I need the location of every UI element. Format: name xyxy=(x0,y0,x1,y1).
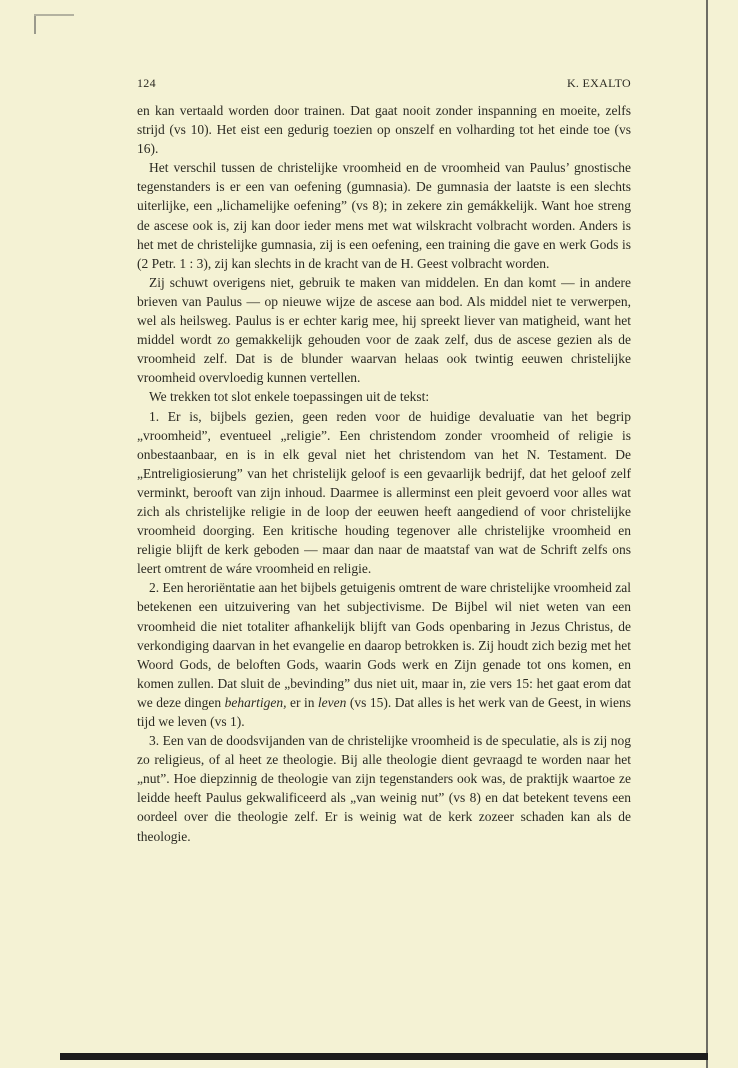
list-item-2-text: 2. Een heroriëntatie aan het bijbels getuigenis omtrent de ware christelijke vroomheid zal betekenen een uitzuivering van het subjectivisme. De Bijbel wil niet weten van een vroomheid die niet totaliter afhankelijk blijft van Gods openbaring in Jezus Christus, de verkondiging daarvan in het evangelie en daarop betrokken is. Zij houdt zich bezig met het Woord Gods, de beloften Gods, waarin Gods werk en Zijn genade tot ons komen, en komen zullen. Dat sluit de „bevinding” dus niet uit, maar in, zie vers 15: het gaat erom dat we deze dingen xyxy=(137,580,631,710)
list-item-3: 3. Een van de doodsvijanden van de christelijke vroomheid is de speculatie, als is zij nog zo religieus, of al heet ze theologie. Bij alle theologie dient gevraagd te worden naar het „nut”. Hoe diepzinnig de theologie van zijn tegenstanders ook was, de praktijk waartoe ze leidde heeft Paulus gekwalificeerd als „van weinig nut” (vs 8) en dat betekent tevens een oordeel over die theologie zelf. Er is weinig wat de kerk zozeer schaden kan als de theologie. xyxy=(137,733,631,844)
document-page xyxy=(137,76,631,846)
list-item-2-end: (vs 15). Dat alles is het werk van de Geest, in wiens tijd we leven (vs 1). xyxy=(137,694,631,729)
scan-bottom-bar xyxy=(60,1053,708,1060)
paragraph: Zij schuwt overigens niet, gebruik te maken van middelen. En dan komt — in andere brieven van Paulus — op nieuwe wijze de ascese aan bod. Als middel niet te verwerpen, wel als heilsweg. Paulus is er echter karig mee, hij spreekt liever van matigheid, want het middel wordt zo gemakkelijk gehouden voor de zaak zelf, dus de ascese gezien als de vroomheid zelf. Dat is de blunder waarvan helaas ook twintig eeuwen christelijke vroomheid overvloedig kunnen vertellen. xyxy=(137,274,631,386)
italic-leven: leven xyxy=(317,694,347,710)
scan-edge-right xyxy=(706,0,708,1068)
list-item-2 xyxy=(137,578,631,731)
running-header xyxy=(137,76,631,91)
running-title: K. EXALTO xyxy=(566,76,631,90)
list-item-1: 1. Er is, bijbels gezien, geen reden voor de huidige devaluatie van het begrip „vroomheid”, eventueel „religie”. Een christendom zonder vroomheid of religie is onbestaanbaar, en is in elk geval niet het christendom van het N. Testament. De „Entreligiosierung” van het christelijk geloof is een gevaarlijk bedrijf, dat het geloof zelf verminkt, berooft van zijn inhoud. Daarmee is allerminst een pleit gevoerd voor alles wat zich als christelijke religie in de loop der eeuwen heeft aangediend of voor christelijke vroomheid doorging. Een kritische houding tegenover alle christelijke vroomheid en religie blijft de kerk geboden — maar dan naar de maatstaf van wat de Schrift zelfs ons leert omtrent de wáre vroomheid en religie. xyxy=(137,408,631,577)
paragraph-continuation: en kan vertaald worden door trainen. Dat gaat nooit zonder inspanning en moeite, zelfs strijd (vs 10). Het eist een gedurig toezien op onszelf en volharding tot het einde toe (vs 16). xyxy=(137,103,631,157)
page-number: 124 xyxy=(137,76,156,90)
scan-edge-left xyxy=(34,14,36,34)
paragraph: Het verschil tussen de christelijke vroomheid en de vroomheid van Paulus’ gnostische tegenstanders is er een van oefening (gumnasia). De gumnasia der laatste is een slechts uiterlijke, een „lichamelijke oefening” (vs 8); in zekere zin gemákkelijk. Want hoe streng de ascese ook is, zij kan door ieder mens met wat wilskracht volbracht worden. Anders is het met de christelijke gumnasia, zij is een oefening, een training die gave en werk Gods is (2 Petr. 1 : 3), zij kan slechts in de kracht van de H. Geest volbracht worden. xyxy=(137,160,631,271)
paragraph: We trekken tot slot enkele toepassingen uit de tekst: xyxy=(149,389,430,405)
body-text xyxy=(137,101,631,846)
list-item-2-mid: er in xyxy=(286,694,318,710)
italic-behartigen: behartigen, xyxy=(224,694,287,710)
scan-edge-top xyxy=(34,14,74,16)
